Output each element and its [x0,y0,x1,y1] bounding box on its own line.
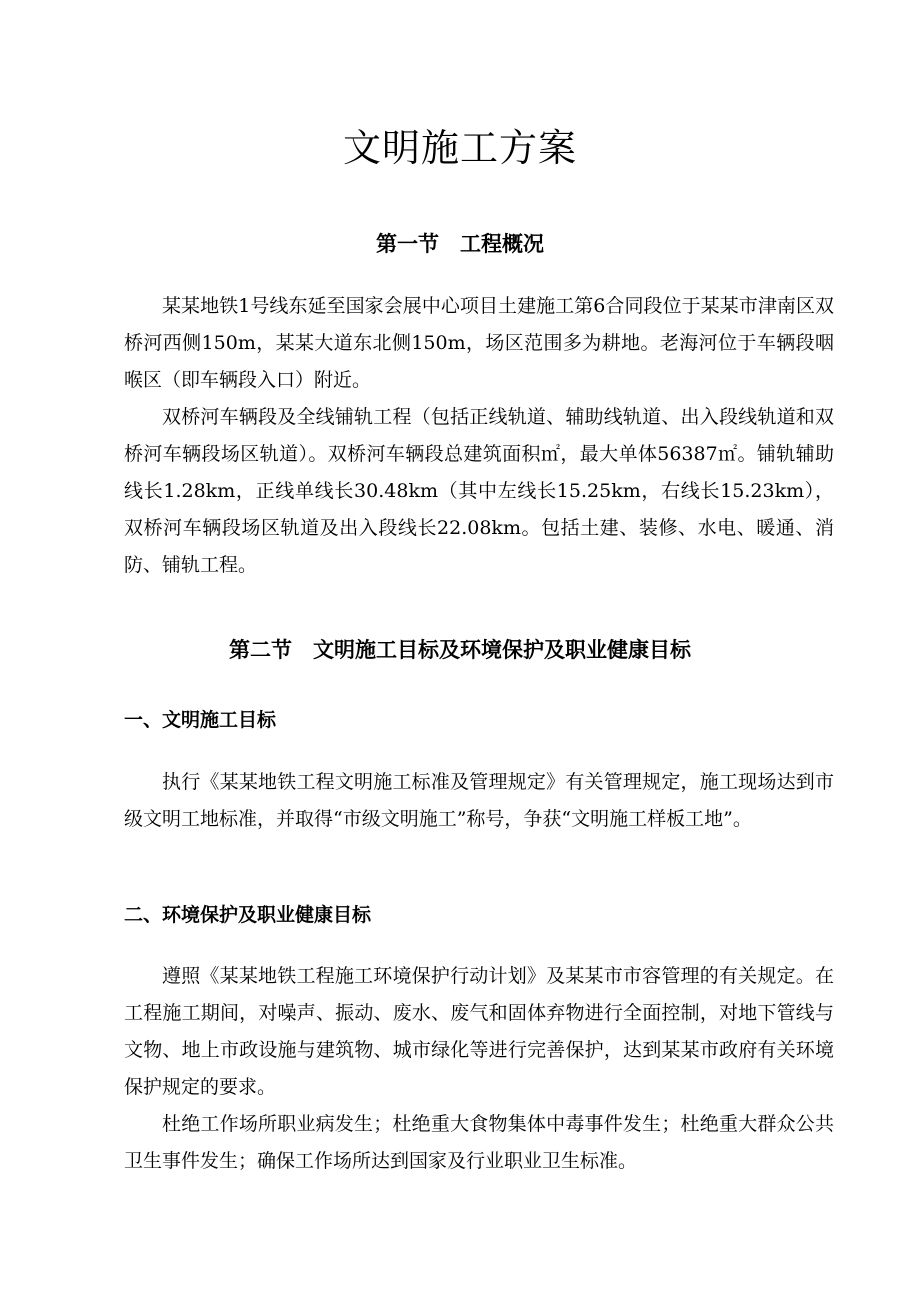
paragraph-project-scope: 双桥河车辆段及全线铺轨工程（包括正线轨道、辅助线轨道、出入段线轨道和双桥河车辆段场区轨道）。双桥河车辆段总建筑面积㎡，最大单体56387㎡。铺轨辅助线长1.28km，正线单线长30.48km（其中左线长15.25km，右线长15.23km），双桥河车辆段场区轨道及出入段线长22.08km。包括土建、装修、水电、暖通、消防、铺轨工程。 [124,406,834,576]
paragraph-occupational-health: 杜绝工作场所职业病发生；杜绝重大食物集体中毒事件发生；杜绝重大群众公共卫生事件发生；确保工作场所达到国家及行业职业卫生标准。 [124,1113,834,1172]
subheading-environment-health-goal: 二、环境保护及职业健康目标 [124,904,372,926]
subheading-civilized-construction-goal: 一、文明施工目标 [124,709,277,731]
document-title: 文明施工方案 [342,126,577,170]
paragraph-civilized-construction-goal: 执行《某某地铁工程文明施工标准及管理规定》有关管理规定，施工现场达到市级文明工地标准，并取得“市级文明施工”称号，争获“文明施工样板工地”。 [124,771,834,830]
section-heading-goals: 第二节 文明施工目标及环境保护及职业健康目标 [229,638,691,662]
paragraph-environment-protection: 遵照《某某地铁工程施工环境保护行动计划》及某某市市容管理的有关规定。在工程施工期间，对噪声、振动、废水、废气和固体弃物进行全面控制，对地下管线与文物、地上市政设施与建筑物、城市绿化等进行完善保护，达到某某市政府有关环境保护规定的要求。 [124,965,834,1098]
section-heading-overview: 第一节 工程概况 [376,232,544,256]
paragraph-project-location: 某某地铁1号线东延至国家会展中心项目土建施工第6合同段位于某某市津南区双桥河西侧150m，某某大道东北侧150m，场区范围多为耕地。老海河位于车辆段咽喉区（即车辆段入口）附近。 [124,295,834,391]
